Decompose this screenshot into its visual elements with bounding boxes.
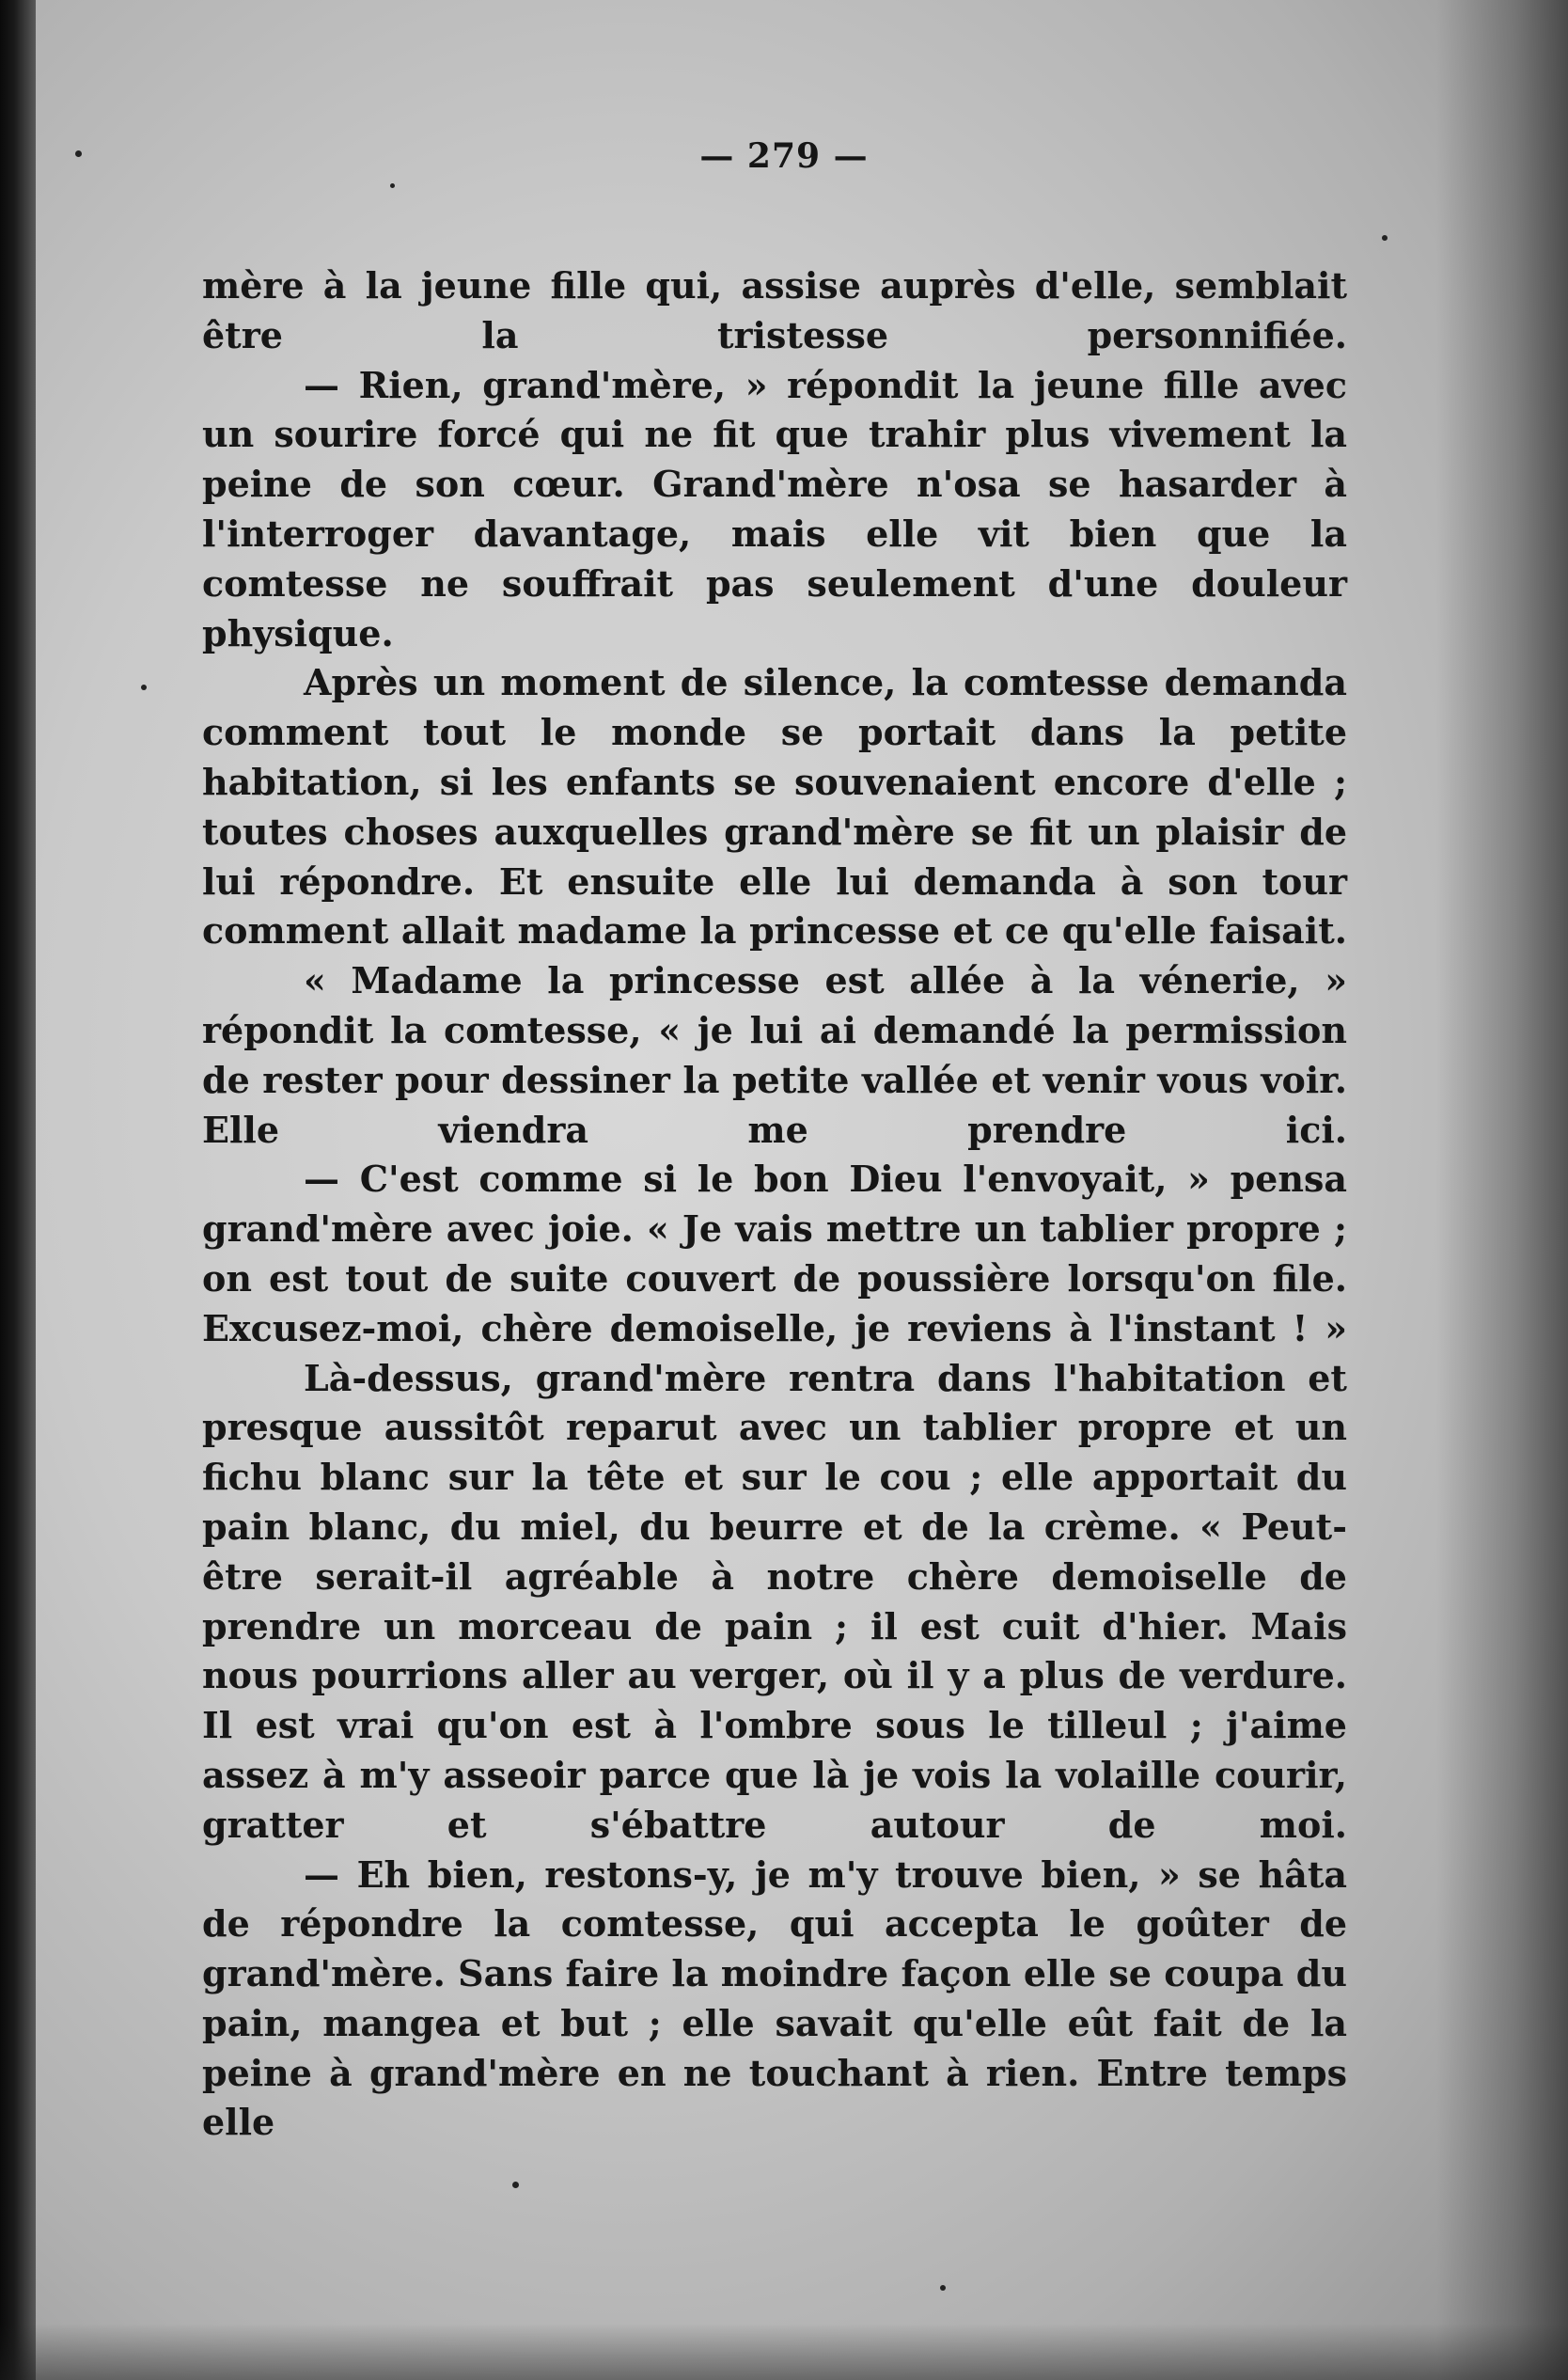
print-speck: [141, 685, 147, 690]
binding-shadow-left: [0, 0, 36, 2380]
paragraph-6: Là-dessus, grand'mère rentra dans l'habitation et presque aussitôt reparut avec un tablier propre et un fichu blanc sur la tête et sur le cou ; elle apportait du pain blanc, du miel, du beurre et de la crème. « Peut-être serait-il agréable à notre chère demoiselle de prendre un morceau de pain ; il est cuit d'hier. Mais nous pourrions aller au verger, où il y a plus de verdure. Il est vrai qu'on est à l'ombre sous le tilleul ; j'aime assez à m'y asseoir parce que là je vois la volaille courir, gratter et s'ébattre autour de moi.: [202, 1356, 1347, 1846]
paragraph-7: — Eh bien, restons-y, je m'y trouve bien, » se hâta de répondre la comtesse, qui accepta le goûter de grand'mère. Sans faire la moindre façon elle se coupa du pain, mangea et but ; elle savait qu'elle eût fait de la peine à grand'mère en ne touchant à rien. Entre temps elle: [202, 1852, 1347, 2144]
paragraph-1: mère à la jeune fille qui, assise auprès d'elle, semblait être la tristesse personnifiée.: [202, 264, 1347, 356]
paragraph-3: Après un moment de silence, la comtesse demanda comment tout le monde se portait dans la petite habitation, si les enfants se souvenaient encore d'elle ; toutes choses auxquelles grand'mère se fit un plaisir de lui répondre. Et ensuite elle lui demanda à son tour comment allait madame la princesse et ce qu'elle faisait.: [202, 661, 1347, 953]
paragraph-5: — C'est comme si le bon Dieu l'envoyait, » pensa grand'mère avec joie. « Je vais mettre un tablier propre ; on est tout de suite couvert de poussière lorsqu'on file. Excusez-moi, chère demoiselle, je reviens à l'instant ! »: [202, 1158, 1347, 1349]
body-text: [202, 261, 1347, 2148]
paragraph-4: « Madame la princesse est allée à la vénerie, » répondit la comtesse, « je lui ai demandé la permission de rester pour dessiner la petite vallée et venir vous voir. Elle viendra me prendre ici.: [202, 959, 1347, 1151]
page-shadow-bottom: [0, 2324, 1568, 2380]
print-speck: [940, 2285, 946, 2291]
print-speck: [512, 2182, 519, 2188]
print-speck: [390, 183, 395, 188]
paragraph-2: — Rien, grand'mère, » répondit la jeune fille avec un sourire forcé qui ne fit que trahir plus vivement la peine de son cœur. Grand'mère n'osa se hasarder à l'interroger davantage, mais elle vit bien que la comtesse ne souffrait pas seulement d'une douleur physique.: [202, 363, 1347, 654]
print-speck: [1382, 235, 1388, 241]
page-shadow-right: [1436, 0, 1568, 2380]
page-number: — 279 —: [699, 136, 869, 176]
print-speck: [75, 150, 82, 157]
